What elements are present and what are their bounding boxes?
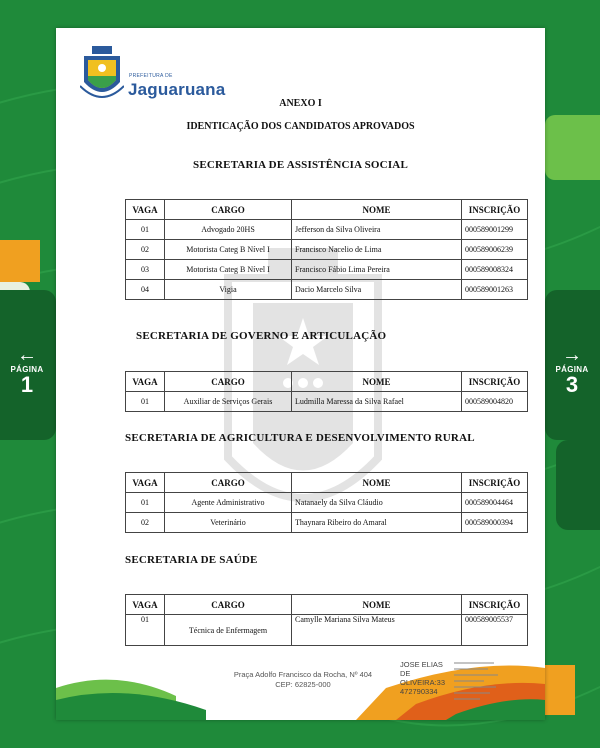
cell-inscricao: 000589006239: [462, 240, 528, 260]
section-title: SECRETARIA DE SAÚDE: [125, 554, 258, 566]
cell-vaga: 02: [126, 513, 165, 533]
cell-cargo: Motorista Categ B Nível I: [165, 260, 292, 280]
prefeitura-label: PREFEITURA DE: [129, 73, 173, 79]
cell-nome: Natanaely da Silva Cláudio: [292, 493, 462, 513]
cell-nome: Ludmilla Maressa da Silva Rafael: [292, 392, 462, 412]
cell-vaga: 04: [126, 280, 165, 300]
cell-vaga: 01: [126, 493, 165, 513]
signature-detail-scribble-icon: [454, 660, 502, 704]
cell-nome: Jefferson da Silva Oliveira: [292, 220, 462, 240]
cell-cargo: Veterinário: [165, 513, 292, 533]
cell-inscricao: 000589005537: [462, 615, 528, 646]
cell-cargo: Técnica de Enfermagem: [165, 615, 292, 646]
candidates-table: [125, 594, 528, 646]
col-vaga: VAGA: [126, 473, 165, 493]
cell-cargo: Auxiliar de Serviços Gerais: [165, 392, 292, 412]
arrow-right-icon: →: [562, 344, 582, 366]
page-footer: [56, 648, 545, 720]
cell-vaga: 01: [126, 392, 165, 412]
footer-address-line1: Praça Adolfo Francisco da Rocha, Nº 404: [233, 670, 373, 679]
cell-cargo: Advogado 20HS: [165, 220, 292, 240]
col-cargo: CARGO: [165, 595, 292, 615]
city-crest-icon: [80, 46, 124, 104]
table-header-row: [126, 200, 528, 220]
prev-page-number: 1: [20, 372, 34, 397]
cell-inscricao: 000589004820: [462, 392, 528, 412]
candidates-table: [125, 199, 528, 300]
cell-inscricao: 000589008324: [462, 260, 528, 280]
table-header-row: [126, 473, 528, 493]
next-page-button[interactable]: [547, 345, 597, 396]
cell-cargo: Motorista Categ B Nível I: [165, 240, 292, 260]
cell-vaga: 03: [126, 260, 165, 280]
cell-cargo: Vigia: [165, 280, 292, 300]
col-vaga: VAGA: [126, 372, 165, 392]
cell-inscricao: 000589001299: [462, 220, 528, 240]
section-title: SECRETARIA DE ASSISTÊNCIA SOCIAL: [193, 159, 408, 171]
deco-right-light: [545, 115, 600, 180]
deco-right-orange-low: [545, 665, 575, 715]
cell-nome: Camylle Mariana Silva Mateus: [292, 615, 462, 646]
section-title: SECRETARIA DE GOVERNO E ARTICULAÇÃO: [136, 330, 387, 342]
table-row: [126, 615, 528, 646]
col-nome: NOME: [292, 473, 462, 493]
signer-line2: DE: [400, 669, 411, 678]
cell-nome: Thaynara Ribeiro do Amaral: [292, 513, 462, 533]
table-row: [126, 260, 528, 280]
table-row: [126, 513, 528, 533]
cell-nome: Dacio Marcelo Silva: [292, 280, 462, 300]
signer-line1: JOSE ELIAS: [400, 660, 443, 669]
col-vaga: VAGA: [126, 595, 165, 615]
col-nome: NOME: [292, 372, 462, 392]
col-cargo: CARGO: [165, 473, 292, 493]
col-inscricao: INSCRIÇÃO: [462, 200, 528, 220]
cell-vaga: 02: [126, 240, 165, 260]
col-inscricao: INSCRIÇÃO: [462, 473, 528, 493]
col-inscricao: INSCRIÇÃO: [462, 372, 528, 392]
city-name: Jaguaruana: [128, 80, 226, 99]
table-row: [126, 220, 528, 240]
col-nome: NOME: [292, 595, 462, 615]
next-page-number: 3: [565, 372, 579, 397]
col-vaga: VAGA: [126, 200, 165, 220]
candidates-table: [125, 472, 528, 533]
doc-subtitle: IDENTICAÇÃO DOS CANDIDATOS APROVADOS: [186, 121, 415, 132]
candidates-table: [125, 371, 528, 412]
deco-left-orange: [0, 240, 40, 282]
col-inscricao: INSCRIÇÃO: [462, 595, 528, 615]
table-row: [126, 280, 528, 300]
col-cargo: CARGO: [165, 372, 292, 392]
cell-inscricao: 000589001263: [462, 280, 528, 300]
cell-vaga: 01: [126, 615, 165, 646]
deco-right-dark-low: [556, 440, 600, 530]
col-nome: NOME: [292, 200, 462, 220]
footer-address-line2: CEP: 62825-000: [275, 680, 331, 689]
city-logo: [80, 46, 250, 106]
arrow-left-icon: ←: [17, 344, 37, 366]
table-row: [126, 240, 528, 260]
annex-title: ANEXO I: [279, 98, 322, 109]
signer-line4: 472790334: [400, 687, 438, 696]
cell-cargo: Agente Administrativo: [165, 493, 292, 513]
cell-inscricao: 000589004464: [462, 493, 528, 513]
prev-page-button[interactable]: [2, 345, 52, 396]
cell-vaga: 01: [126, 220, 165, 240]
digital-signature: [400, 660, 445, 696]
table-header-row: [126, 372, 528, 392]
table-row: [126, 392, 528, 412]
signer-line3: OLIVEIRA:33: [400, 678, 446, 687]
cell-nome: Francisco Fábio Lima Pereira: [292, 260, 462, 280]
next-page-label: PÁGINA: [555, 365, 589, 374]
document-page: [56, 28, 545, 720]
cell-inscricao: 000589000394: [462, 513, 528, 533]
table-header-row: [126, 595, 528, 615]
col-cargo: CARGO: [165, 200, 292, 220]
section-title: SECRETARIA DE AGRICULTURA E DESENVOLVIMENTO RURAL: [125, 432, 475, 444]
prev-page-label: PÁGINA: [10, 365, 44, 374]
cell-nome: Francisco Nacelio de Lima: [292, 240, 462, 260]
table-row: [126, 493, 528, 513]
